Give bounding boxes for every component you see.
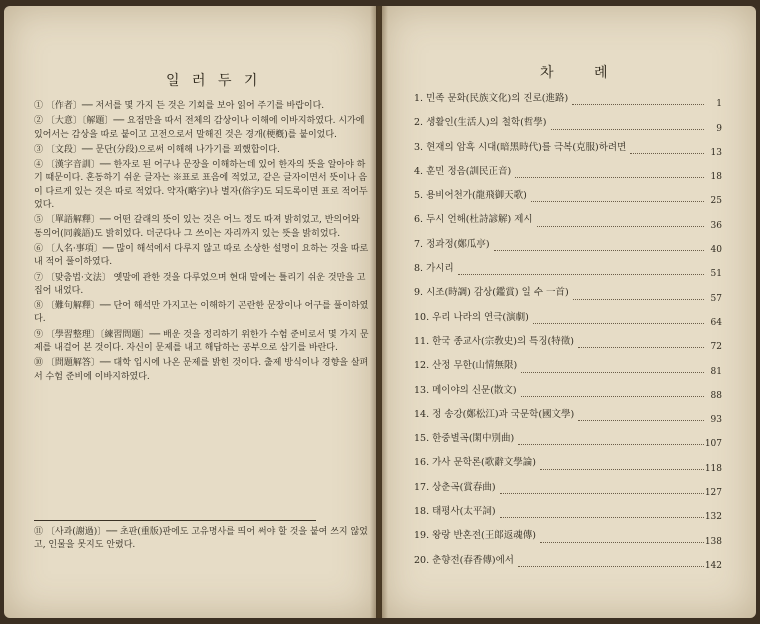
toc-entry: [414, 426, 722, 450]
toc-entry-page: 142: [704, 560, 722, 571]
toc-entry-title: 3. 현재의 암흑 시대(暗黑時代)를 극복(克服)하려면: [414, 141, 627, 153]
book-gutter: [370, 6, 388, 618]
toc-entry-page: 107: [704, 439, 722, 450]
footer-divider: [34, 520, 316, 521]
toc-leader-dots: [521, 396, 704, 397]
toc-entry-page: 138: [704, 536, 722, 547]
toc-leader-dots: [515, 177, 704, 178]
toc-entry: [414, 135, 722, 159]
toc-entry: [414, 548, 722, 572]
toc-entry: [414, 329, 722, 353]
toc-leader-dots: [500, 493, 704, 494]
toc-entry-title: 7. 정과정(鄭瓜亭): [414, 238, 490, 250]
toc-entry-title: 1. 민족 문화(民族文化)의 진로(進路): [414, 93, 569, 104]
toc-entry: [414, 110, 722, 134]
toc-entry: [414, 232, 722, 256]
toc-entry: [414, 305, 722, 329]
toc-leader-dots: [518, 444, 704, 445]
toc-entry: [414, 353, 722, 377]
toc-entry-title: 15. 한중별곡(閑中別曲): [414, 433, 515, 445]
toc-entry-page: 88: [710, 390, 722, 401]
right-page-title: 차 례: [540, 65, 626, 81]
toc-leader-dots: [500, 517, 704, 518]
toc-entry-page: 132: [704, 512, 722, 523]
toc-entry: [414, 256, 722, 280]
table-of-contents: [414, 86, 722, 572]
toc-entry-page: 51: [710, 269, 722, 280]
toc-entry: [414, 207, 722, 231]
toc-entry-page: 72: [710, 342, 722, 353]
toc-entry-page: 40: [710, 245, 722, 256]
toc-entry: [414, 402, 722, 426]
toc-leader-dots: [573, 299, 704, 300]
toc-entry-title: 2. 생활인(生活人)의 철학(哲學): [414, 117, 547, 129]
toc-leader-dots: [533, 323, 704, 324]
toc-entry-page: 1: [716, 99, 722, 110]
notes-list: [34, 100, 370, 386]
toc-entry: [414, 499, 722, 523]
toc-entry: [414, 523, 722, 547]
toc-entry-page: 64: [710, 317, 722, 328]
toc-entry-page: 81: [710, 366, 722, 377]
toc-leader-dots: [578, 420, 704, 421]
toc-entry-page: 9: [716, 123, 722, 134]
note-item: ② 〔大意〕〔解題〕── 요점만을 따서 전체의 감상이나 이해에 이바지하였다. 시가에 있어서는 감상을 따로 붙이고 고전으로서 말해진 것은 경개(梗槪)를 붙이었다.: [34, 116, 365, 140]
toc-leader-dots: [540, 542, 704, 543]
toc-entry-title: 17. 상춘곡(賞春曲): [414, 481, 496, 493]
note-item: ① 〔作者〕── 저서를 몇 가지 든 것은 기회를 보아 읽어 주기를 바랍이다.: [34, 101, 325, 111]
toc-entry-title: 10. 우리 나라의 연극(演劇): [414, 311, 529, 323]
toc-leader-dots: [540, 469, 704, 470]
note-item: ⑨ 〔學習整理〕〔練習問題〕── 배운 것을 정리하기 위한가 수험 준비로서 몇 가지 문제를 내걸어 본 것이다. 자신이 문제를 내고 해답하는 공부으로 삼기를 바란다.: [34, 329, 369, 354]
note-item: ⑤ 〔單語解釋〕── 어떤 갈래의 뜻이 있는 것은 어느 정도 따져 밝히었고, 반의어와 동의어(同義語)도 밝히었다. 더군다나 그 쓰이는 자리까지 있는 뜻을 밝히었다.: [34, 215, 360, 239]
toc-leader-dots: [537, 226, 704, 227]
toc-leader-dots: [518, 566, 704, 567]
toc-entry-title: 16. 가사 문학론(歌辭文學論): [414, 457, 536, 469]
toc-entry-title: 11. 한국 종교사(宗敎史)의 특징(特徵): [414, 335, 574, 347]
toc-entry-page: 127: [704, 488, 722, 499]
toc-entry-page: 13: [710, 147, 722, 158]
toc-entry-page: 118: [704, 463, 722, 474]
toc-entry: [414, 450, 722, 474]
toc-entry-title: 12. 산정 무한(山情無限): [414, 360, 518, 372]
toc-entry-page: 93: [710, 415, 722, 426]
note-item: ⑦ 〔맞춤법·文法〕 옛말에 관한 것을 다루었으며 현대 말에는 틀리기 쉬운 것만을 고집어 내었다.: [34, 272, 366, 296]
toc-entry-page: 18: [710, 172, 722, 183]
note-item: ⑧ 〔難句解釋〕── 단어 해석만 가지고는 이해하기 곤란한 문장이나 어구를 풀이하였다.: [34, 301, 369, 325]
toc-entry: [414, 378, 722, 402]
toc-entry: [414, 86, 722, 110]
toc-entry-title: 9. 시조(時調) 감상(鑑賞) 일 수 一首): [414, 287, 569, 299]
note-item: ⑩ 〔問題解答〕── 대학 입시에 나온 문제를 밝힌 것이다. 출제 방식이나 경향을 살펴서 수험 준비에 이바지하였다.: [34, 358, 369, 382]
toc-entry-title: 8. 가시리: [414, 263, 454, 275]
note-item: ④ 〔漢字音訓〕── 한자로 된 어구나 문장을 이해하는데 있어 한자의 뜻을 알아야 하기 때문이다. 혼동하기 쉬운 글자는 ※표로 표음에 적었고, 같은 글자이면서 뜻이나 음이 다르게 있는 것은 따로 적었다. 약자(略字)나 별자(俗字)도 되도록이면 표로 적어두었다.: [34, 160, 368, 211]
toc-leader-dots: [458, 274, 704, 275]
toc-leader-dots: [572, 104, 704, 105]
toc-entry-title: 18. 태평사(太平詞): [414, 506, 496, 518]
toc-entry-title: 13. 메이야의 신문(散文): [414, 384, 517, 396]
toc-entry-title: 20. 춘향전(春香傳)에서: [414, 554, 514, 566]
toc-entry: [414, 159, 722, 183]
toc-entry-page: 57: [710, 293, 722, 304]
footer-note: ⑪ 〔사과(謝過)〕── 초판(重版)판에도 고유명사를 띄어 써야 할 것을 붙여 쓰지 않었고, 인물을 못지도 안렸다.: [34, 527, 368, 551]
toc-entry: [414, 280, 722, 304]
note-item: ③ 〔文段〕── 문단(分段)으로써 이해해 나가기를 꾀했합이다.: [34, 144, 280, 155]
toc-entry-title: 5. 용비어천가(龍飛御天歌): [414, 190, 527, 202]
toc-entry-page: 36: [710, 220, 722, 231]
toc-leader-dots: [578, 347, 704, 348]
note-item: ⑥ 〔人名·事項〕── 많이 해석에서 다루지 않고 따로 소상한 설명이 요하는 것을 따로 내 적어 풀이하였다.: [34, 243, 369, 268]
toc-leader-dots: [551, 129, 704, 130]
toc-entry-title: 4. 훈민 정음(訓民正音): [414, 165, 512, 177]
toc-leader-dots: [630, 153, 704, 154]
toc-entry-title: 14. 정 송강(鄭松江)과 국문학(國文學): [414, 408, 575, 420]
toc-leader-dots: [494, 250, 704, 251]
toc-entry-page: 25: [710, 196, 722, 207]
toc-entry-title: 6. 두시 언해(杜詩諺解) 제시: [414, 214, 533, 226]
toc-entry-title: 19. 왕랑 반혼전(王郞返魂傳): [414, 530, 536, 542]
toc-entry: [414, 183, 722, 207]
toc-leader-dots: [531, 201, 704, 202]
toc-leader-dots: [521, 372, 704, 373]
toc-entry: [414, 475, 722, 499]
left-page-title: 일 러 두 기: [166, 73, 262, 89]
